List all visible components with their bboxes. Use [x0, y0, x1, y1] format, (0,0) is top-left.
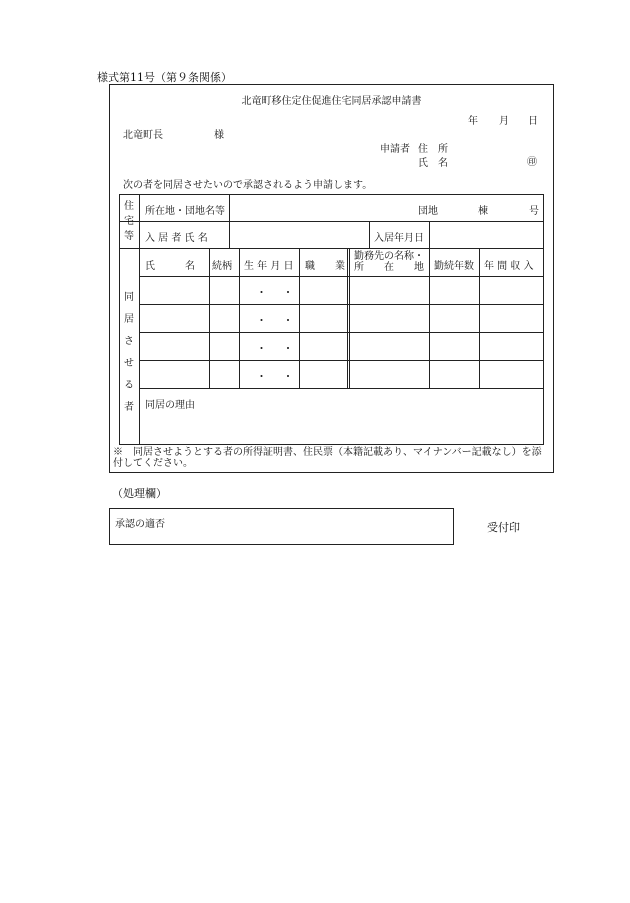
- table-divider: [139, 360, 544, 361]
- date-day-label: 日: [528, 116, 538, 127]
- table-divider: [119, 248, 544, 249]
- form-title: 北竜町移住定住促進住宅同居承認申請書: [241, 96, 422, 107]
- table-divider: [479, 248, 480, 388]
- table-divider: [139, 194, 140, 445]
- processing-label: （処理欄）: [112, 487, 167, 500]
- danchi-label: 団地: [418, 206, 438, 217]
- table-divider: [139, 276, 544, 277]
- cohabitant-section-label: 同居させる者: [124, 292, 134, 413]
- table-divider: [429, 248, 430, 388]
- col-header-birthdate: 生 年 月 日: [244, 261, 294, 272]
- addressee: 北竜町長: [123, 130, 163, 141]
- addressee-honorific: 様: [214, 130, 224, 141]
- resident-name-label: 入 居 者 氏 名: [145, 233, 208, 244]
- col-header-years: 勤続年数: [434, 261, 474, 272]
- table-divider: [139, 332, 544, 333]
- table-divider: [139, 388, 544, 389]
- housing-section-label: 住宅等: [124, 201, 134, 242]
- birthdate-separator: ・ ・: [256, 314, 300, 327]
- move-in-date-label: 入居年月日: [374, 233, 424, 244]
- approval-label: 承認の適否: [115, 519, 165, 530]
- table-divider: [209, 248, 210, 388]
- table-divider: [139, 304, 544, 305]
- location-label: 所在地・団地名等: [145, 206, 225, 217]
- request-text: 次の者を同居させたいので承認されるよう申請します。: [123, 180, 373, 191]
- col-header-income: 年 間 収 入: [484, 261, 534, 272]
- table-divider: [229, 194, 230, 248]
- date-year-label: 年: [468, 116, 478, 127]
- reception-stamp-label: 受付印: [487, 521, 520, 534]
- birthdate-separator: ・ ・: [256, 370, 300, 383]
- form-number: 様式第11号（第９条関係）: [97, 71, 232, 84]
- table-divider: [347, 248, 350, 388]
- table-divider: [119, 221, 544, 222]
- date-month-label: 月: [499, 116, 509, 127]
- table-divider: [429, 221, 430, 248]
- col-header-name: 氏 名: [145, 261, 195, 272]
- col-header-relation: 続柄: [212, 261, 232, 272]
- attachment-note: ※ 同居させようとする者の所得証明書、住民票（本籍記載あり、マイナンバー記載なし）を添付してください。: [113, 447, 542, 469]
- col-header-workplace: 勤務先の名称・所 在 地: [354, 251, 424, 273]
- seal-mark-icon: ㊞: [527, 157, 537, 168]
- table-divider: [239, 248, 240, 388]
- applicant-label: 申請者: [380, 144, 410, 155]
- applicant-name-label: 氏 名: [418, 158, 448, 169]
- birthdate-separator: ・ ・: [256, 342, 300, 355]
- table-divider: [369, 221, 370, 248]
- col-header-occupation: 職 業: [305, 261, 345, 272]
- birthdate-separator: ・ ・: [256, 286, 300, 299]
- reason-label: 同居の理由: [145, 400, 195, 411]
- applicant-address-label: 住 所: [418, 144, 448, 155]
- building-label: 棟: [478, 206, 488, 217]
- unit-number-label: 号: [529, 206, 539, 217]
